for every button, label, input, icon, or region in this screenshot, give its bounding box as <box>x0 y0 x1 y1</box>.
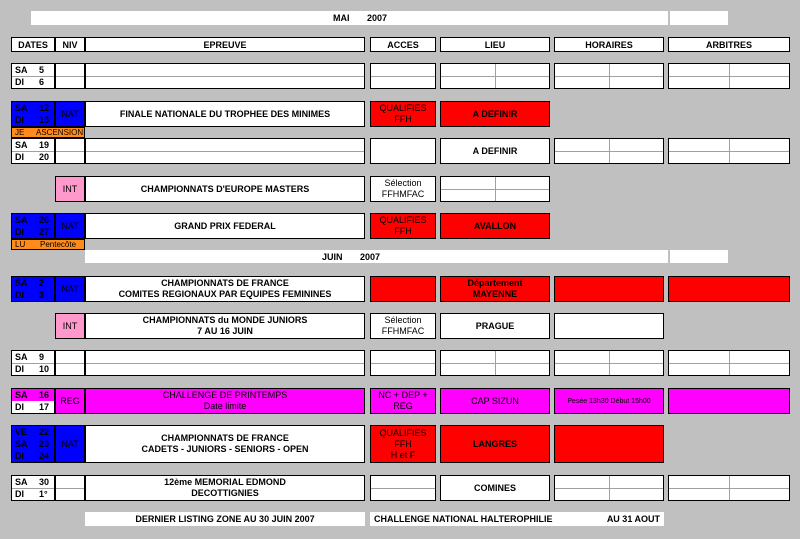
footer-challenge-date: AU 31 AOUT <box>606 514 660 524</box>
niv-cell <box>55 350 85 376</box>
date-line <box>12 289 54 301</box>
acces-cell <box>370 63 436 89</box>
acces-cell: QUALIFIES FFH <box>370 213 436 239</box>
day-abbr: SA <box>15 278 28 288</box>
day-number: 2 <box>39 278 45 288</box>
month-label: MAI <box>332 13 350 23</box>
epreuve-cell: CHALLENGE DE PRINTEMPS Date limite <box>85 388 365 414</box>
header-lieu: LIEU <box>440 37 550 52</box>
day-abbr: SA <box>15 65 28 75</box>
dates-cell <box>11 276 55 302</box>
day-number: 30 <box>39 477 50 487</box>
day-number: 20 <box>39 152 50 162</box>
month-title-june <box>296 250 406 263</box>
day-abbr: DI <box>15 115 24 125</box>
dates-cell <box>11 350 55 376</box>
niv-cell: NAT <box>55 276 85 302</box>
niv-cell <box>55 63 85 89</box>
date-line <box>12 76 54 88</box>
niv-cell: INT <box>55 176 85 202</box>
day-abbr: SA <box>15 140 28 150</box>
dates-cell <box>11 425 55 463</box>
day-number: 26 <box>39 215 50 225</box>
acces-cell: QUALIFIES FFH H et F <box>370 425 436 463</box>
footer-listing: DERNIER LISTING ZONE AU 30 JUIN 2007 <box>85 512 365 526</box>
day-abbr: SA <box>15 438 28 449</box>
holiday-label: Pentecôte <box>40 240 77 249</box>
acces-cell <box>370 350 436 376</box>
horaires-cell <box>554 276 664 302</box>
date-line <box>12 488 54 500</box>
footer-challenge <box>370 512 664 526</box>
epreuve-cell: GRAND PRIX FEDERAL <box>85 213 365 239</box>
niv-cell <box>55 475 85 501</box>
day-number: 6 <box>39 77 45 87</box>
day-number: 12 <box>39 103 50 113</box>
epreuve-cell: CHAMPIONNATS DE FRANCE COMITES REGIONAUX PAR EQUIPES FEMININES <box>85 276 365 302</box>
day-abbr: DI <box>15 152 24 162</box>
date-line <box>12 64 54 76</box>
footer-challenge-label: CHALLENGE NATIONAL HALTEROPHILIE <box>374 514 553 524</box>
lieu-cell: PRAGUE <box>440 313 550 339</box>
acces-cell: QUALIFIES FFH <box>370 101 436 127</box>
lieu-cell <box>440 63 550 89</box>
niv-cell: NAT <box>55 425 85 463</box>
day-number: 24 <box>39 451 50 462</box>
header-horaires: HORAIRES <box>554 37 664 52</box>
epreuve-cell <box>85 138 365 164</box>
header-dates: DATES <box>11 37 55 52</box>
holiday-label: ASCENSION <box>36 128 84 137</box>
holiday-note <box>11 127 85 138</box>
dates-cell <box>11 63 55 89</box>
day-abbr: DI <box>15 364 24 374</box>
date-line <box>12 102 54 114</box>
day-number: 10 <box>39 364 50 374</box>
lieu-cell: Département MAYENNE <box>440 276 550 302</box>
horaires-cell <box>554 138 664 164</box>
arbitres-cell <box>668 276 790 302</box>
dates-cell <box>11 213 55 239</box>
niv-cell: NAT <box>55 101 85 127</box>
date-line <box>12 114 54 126</box>
day-abbr: DI <box>15 451 24 462</box>
day-number: 23 <box>39 438 50 449</box>
day-abbr: SA <box>15 477 28 487</box>
lieu-cell: LANGRES <box>440 425 550 463</box>
lieu-cell: A DEFINIR <box>440 101 550 127</box>
epreuve-cell: FINALE NATIONALE DU TROPHEE DES MINIMES <box>85 101 365 127</box>
acces-cell: NC + DEP + REG <box>370 388 436 414</box>
epreuve-cell: 12ème MEMORIAL EDMOND DECOTTIGNIES <box>85 475 365 501</box>
horaires-cell: Pesée 13h30 Début 15h00 <box>554 388 664 414</box>
niv-cell <box>55 138 85 164</box>
year-label: 2007 <box>366 13 388 23</box>
niv-cell: NAT <box>55 213 85 239</box>
niv-cell: INT <box>55 313 85 339</box>
month-title-may <box>300 11 420 25</box>
day-number: 13 <box>39 115 50 125</box>
lieu-cell: CAP SIZUN <box>440 388 550 414</box>
epreuve-cell <box>85 350 365 376</box>
day-abbr: SA <box>15 390 28 400</box>
day-number: 16 <box>39 390 50 400</box>
arbitres-cell <box>668 475 790 501</box>
horaires-cell <box>554 63 664 89</box>
day-abbr: DI <box>15 489 24 499</box>
holiday-day: JE <box>15 128 25 137</box>
day-abbr: SA <box>15 352 28 362</box>
day-number: 17 <box>39 402 50 412</box>
date-line <box>12 139 54 151</box>
header-acces: ACCES <box>370 37 436 52</box>
arbitres-cell <box>668 388 790 414</box>
lieu-cell <box>440 350 550 376</box>
date-line <box>12 389 54 401</box>
horaires-cell <box>554 313 664 339</box>
holiday-note <box>11 239 85 250</box>
dates-cell <box>11 138 55 164</box>
horaires-cell <box>554 350 664 376</box>
date-line <box>12 363 54 375</box>
arbitres-cell <box>668 138 790 164</box>
day-number: 22 <box>39 426 50 437</box>
day-abbr: SA <box>15 215 28 225</box>
horaires-cell <box>554 475 664 501</box>
date-line <box>12 226 54 238</box>
title-bar-end <box>670 11 728 25</box>
day-number: 1° <box>39 489 48 499</box>
day-abbr: SA <box>15 103 28 113</box>
day-number: 5 <box>39 65 45 75</box>
day-abbr: DI <box>15 402 24 412</box>
holiday-day: LU <box>15 240 26 249</box>
acces-cell: Sélection FFHMFAC <box>370 176 436 202</box>
acces-cell <box>370 475 436 501</box>
date-line <box>12 476 54 488</box>
day-number: 9 <box>39 352 45 362</box>
day-number: 3 <box>39 290 45 300</box>
epreuve-cell <box>85 63 365 89</box>
epreuve-cell: CHAMPIONNATS DE FRANCE CADETS - JUNIORS - SENIORS - OPEN <box>85 425 365 463</box>
epreuve-cell: CHAMPIONNATS du MONDE JUNIORS 7 AU 16 JUIN <box>85 313 365 339</box>
date-line <box>12 426 54 438</box>
date-line <box>12 401 54 413</box>
dates-cell <box>11 388 55 414</box>
arbitres-cell <box>668 350 790 376</box>
acces-cell <box>370 276 436 302</box>
dates-cell <box>11 475 55 501</box>
lieu-cell <box>440 176 550 202</box>
header-epreuve: EPREUVE <box>85 37 365 52</box>
day-abbr: DI <box>15 290 24 300</box>
date-line <box>12 277 54 289</box>
horaires-cell <box>554 425 664 463</box>
acces-cell <box>370 138 436 164</box>
lieu-cell: AVALLON <box>440 213 550 239</box>
header-arbitres: ARBITRES <box>668 37 790 52</box>
year-label: 2007 <box>360 251 381 262</box>
lieu-cell: COMINES <box>440 475 550 501</box>
arbitres-cell <box>668 63 790 89</box>
day-number: 27 <box>39 227 50 237</box>
date-line <box>12 438 54 450</box>
acces-cell: Sélection FFHMFAC <box>370 313 436 339</box>
day-abbr: DI <box>15 77 24 87</box>
date-line <box>12 214 54 226</box>
date-line <box>12 450 54 462</box>
niv-cell: REG <box>55 388 85 414</box>
date-line <box>12 351 54 363</box>
date-line <box>12 151 54 163</box>
dates-cell <box>11 101 55 127</box>
epreuve-cell: CHAMPIONNATS D'EUROPE MASTERS <box>85 176 365 202</box>
month-label: JUIN <box>321 251 343 262</box>
header-niv: NIV <box>55 37 85 52</box>
day-number: 19 <box>39 140 50 150</box>
day-abbr: VE <box>15 426 28 437</box>
title-bar-june-end <box>670 250 728 263</box>
lieu-cell: A DEFINIR <box>440 138 550 164</box>
day-abbr: DI <box>15 227 24 237</box>
